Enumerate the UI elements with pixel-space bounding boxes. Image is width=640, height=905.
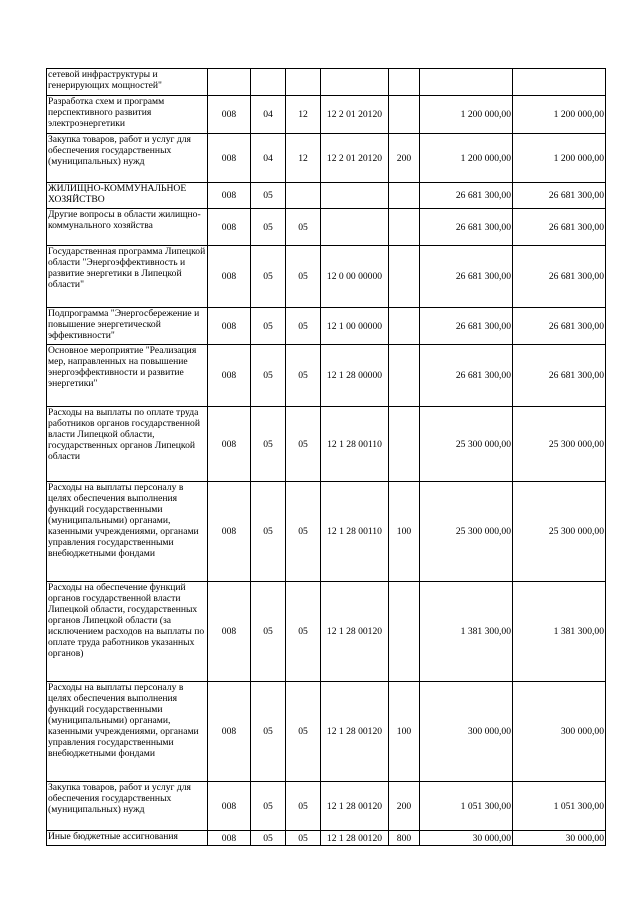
amount-year-1: 26 681 300,00 — [420, 209, 513, 246]
section-code: 05 — [251, 782, 286, 831]
section-code: 05 — [251, 682, 286, 782]
amount-year-1: 1 051 300,00 — [420, 782, 513, 831]
amount-year-2: 26 681 300,00 — [513, 246, 606, 308]
amount-year-2 — [513, 69, 606, 96]
amount-year-1: 26 681 300,00 — [420, 183, 513, 209]
row-name: ЖИЛИЩНО-КОММУНАЛЬНОЕ ХОЗЯЙСТВО — [47, 183, 208, 209]
ministry-code: 008 — [208, 345, 251, 407]
budget-table — [46, 68, 606, 846]
target-article: 12 1 28 00110 — [321, 407, 389, 482]
ministry-code: 008 — [208, 582, 251, 682]
amount-year-2: 26 681 300,00 — [513, 345, 606, 407]
table-row — [47, 308, 606, 345]
ministry-code: 008 — [208, 209, 251, 246]
section-code: 05 — [251, 345, 286, 407]
expense-type: 200 — [389, 134, 420, 183]
table-row — [47, 209, 606, 246]
row-name: Подпрограмма "Энергосбережение и повышение энергетической эффективности" — [47, 308, 208, 345]
ministry-code: 008 — [208, 782, 251, 831]
target-article — [321, 69, 389, 96]
expense-type — [389, 246, 420, 308]
table-row — [47, 134, 606, 183]
subsection-code: 05 — [286, 308, 321, 345]
table-row — [47, 246, 606, 308]
ministry-code: 008 — [208, 682, 251, 782]
target-article: 12 2 01 20120 — [321, 134, 389, 183]
table-row — [47, 69, 606, 96]
amount-year-2: 1 200 000,00 — [513, 96, 606, 134]
amount-year-2: 26 681 300,00 — [513, 183, 606, 209]
amount-year-1: 300 000,00 — [420, 682, 513, 782]
subsection-code: 05 — [286, 831, 321, 846]
table-row — [47, 345, 606, 407]
section-code: 05 — [251, 407, 286, 482]
amount-year-2: 26 681 300,00 — [513, 209, 606, 246]
table-row — [47, 96, 606, 134]
amount-year-1: 26 681 300,00 — [420, 246, 513, 308]
ministry-code: 008 — [208, 96, 251, 134]
table-row — [47, 183, 606, 209]
row-name: Закупка товаров, работ и услуг для обеспечения государственных (муниципальных) нужд — [47, 782, 208, 831]
row-name: Иные бюджетные ассигнования — [47, 831, 208, 846]
expense-type — [389, 183, 420, 209]
table-row — [47, 831, 606, 846]
subsection-code: 05 — [286, 246, 321, 308]
ministry-code — [208, 69, 251, 96]
section-code: 04 — [251, 134, 286, 183]
expense-type: 100 — [389, 482, 420, 582]
expense-type: 100 — [389, 682, 420, 782]
row-name: Расходы на обеспечение функций органов государственной власти Липецкой области, государственных органов Липецкой области (за исключением расходов на выплаты по оплате труда работников указанных органов) — [47, 582, 208, 682]
ministry-code: 008 — [208, 183, 251, 209]
amount-year-1: 1 200 000,00 — [420, 96, 513, 134]
amount-year-2: 25 300 000,00 — [513, 407, 606, 482]
section-code: 05 — [251, 209, 286, 246]
amount-year-1: 1 381 300,00 — [420, 582, 513, 682]
row-name: Расходы на выплаты персоналу в целях обеспечения выполнения функций государственными (муниципальными) органами, казенными учреждениями, органами управления государственными внебюджетными фондами — [47, 682, 208, 782]
subsection-code: 05 — [286, 782, 321, 831]
ministry-code: 008 — [208, 308, 251, 345]
ministry-code: 008 — [208, 134, 251, 183]
amount-year-1 — [420, 69, 513, 96]
amount-year-1: 25 300 000,00 — [420, 407, 513, 482]
amount-year-2: 26 681 300,00 — [513, 308, 606, 345]
row-name: Разработка схем и программ перспективного развития электроэнергетики — [47, 96, 208, 134]
amount-year-2: 1 200 000,00 — [513, 134, 606, 183]
section-code: 05 — [251, 482, 286, 582]
expense-type — [389, 308, 420, 345]
table-row — [47, 782, 606, 831]
row-name: Расходы на выплаты по оплате труда работников органов государственной власти Липецкой области, государственных органов Липецкой области — [47, 407, 208, 482]
ministry-code: 008 — [208, 482, 251, 582]
expense-type — [389, 96, 420, 134]
target-article — [321, 209, 389, 246]
target-article: 12 1 28 00120 — [321, 582, 389, 682]
row-name: Закупка товаров, работ и услуг для обеспечения государственных (муниципальных) нужд — [47, 134, 208, 183]
amount-year-2: 1 051 300,00 — [513, 782, 606, 831]
amount-year-1: 30 000,00 — [420, 831, 513, 846]
table-row — [47, 582, 606, 682]
row-name: Основное мероприятие "Реализация мер, направленных на повышение энергоэффективности и развитие энергетики" — [47, 345, 208, 407]
subsection-code: 12 — [286, 96, 321, 134]
section-code: 05 — [251, 831, 286, 846]
row-name: Государственная программа Липецкой области "Энергоэффективность и развитие энергетики в Липецкой области" — [47, 246, 208, 308]
amount-year-1: 1 200 000,00 — [420, 134, 513, 183]
target-article: 12 1 28 00120 — [321, 782, 389, 831]
target-article: 12 0 00 00000 — [321, 246, 389, 308]
subsection-code: 05 — [286, 582, 321, 682]
ministry-code: 008 — [208, 246, 251, 308]
row-name: сетевой инфраструктуры и генерирующих мощностей" — [47, 69, 208, 96]
amount-year-2: 25 300 000,00 — [513, 482, 606, 582]
ministry-code: 008 — [208, 407, 251, 482]
row-name: Другие вопросы в области жилищно-коммунального хозяйства — [47, 209, 208, 246]
target-article: 12 2 01 20120 — [321, 96, 389, 134]
target-article: 12 1 28 00120 — [321, 682, 389, 782]
table-row — [47, 407, 606, 482]
target-article: 12 1 28 00110 — [321, 482, 389, 582]
section-code: 05 — [251, 183, 286, 209]
target-article: 12 1 28 00000 — [321, 345, 389, 407]
expense-type — [389, 407, 420, 482]
target-article — [321, 183, 389, 209]
subsection-code: 05 — [286, 482, 321, 582]
subsection-code: 12 — [286, 134, 321, 183]
row-name: Расходы на выплаты персоналу в целях обеспечения выполнения функций государственными (муниципальными) органами, казенными учреждениями, органами управления государственными внебюджетными фондами — [47, 482, 208, 582]
section-code: 05 — [251, 582, 286, 682]
subsection-code — [286, 183, 321, 209]
expense-type: 200 — [389, 782, 420, 831]
target-article: 12 1 28 00120 — [321, 831, 389, 846]
section-code: 04 — [251, 96, 286, 134]
section-code — [251, 69, 286, 96]
expense-type — [389, 345, 420, 407]
table-row — [47, 482, 606, 582]
subsection-code: 05 — [286, 345, 321, 407]
amount-year-2: 30 000,00 — [513, 831, 606, 846]
subsection-code: 05 — [286, 682, 321, 782]
section-code: 05 — [251, 246, 286, 308]
ministry-code: 008 — [208, 831, 251, 846]
expense-type — [389, 582, 420, 682]
section-code: 05 — [251, 308, 286, 345]
subsection-code: 05 — [286, 209, 321, 246]
amount-year-2: 300 000,00 — [513, 682, 606, 782]
subsection-code — [286, 69, 321, 96]
expense-type — [389, 209, 420, 246]
target-article: 12 1 00 00000 — [321, 308, 389, 345]
expense-type — [389, 69, 420, 96]
amount-year-1: 26 681 300,00 — [420, 345, 513, 407]
subsection-code: 05 — [286, 407, 321, 482]
amount-year-1: 26 681 300,00 — [420, 308, 513, 345]
table-row — [47, 682, 606, 782]
amount-year-2: 1 381 300,00 — [513, 582, 606, 682]
amount-year-1: 25 300 000,00 — [420, 482, 513, 582]
expense-type: 800 — [389, 831, 420, 846]
